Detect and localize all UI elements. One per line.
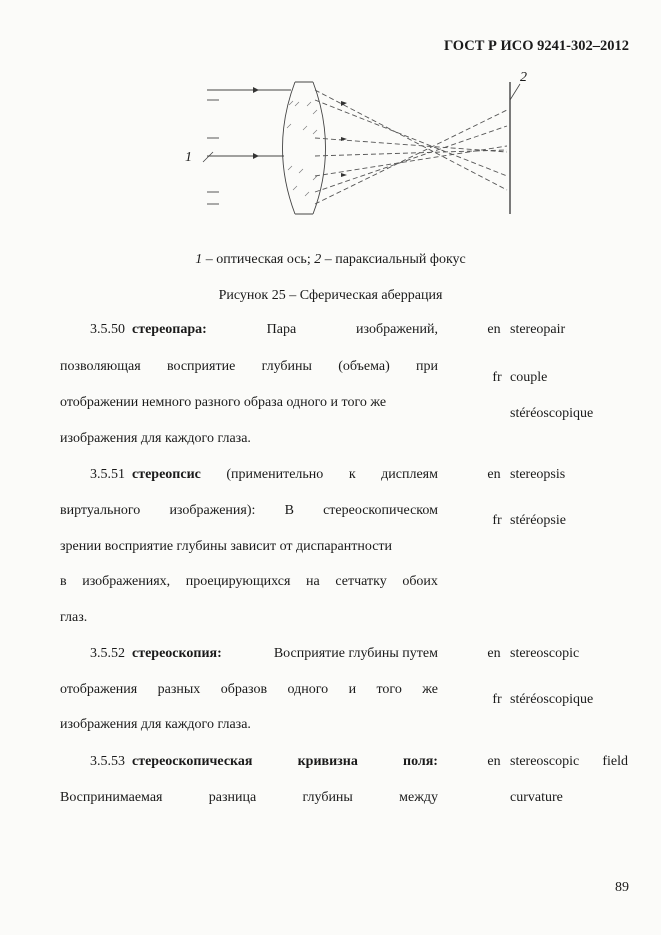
word: позволяющая — [60, 359, 141, 374]
word: сетчатку — [335, 574, 387, 589]
word: Пара — [266, 322, 297, 337]
entry-term: стереоскопия: — [132, 646, 222, 661]
word: изображений, — [356, 322, 438, 337]
lang-fr: fr — [492, 692, 502, 707]
word: field — [602, 754, 628, 769]
term-en: stereopair — [510, 322, 566, 337]
legend-text-2: – параксиальный фокус — [321, 252, 466, 267]
word: глубины — [261, 359, 312, 374]
lang-fr: fr — [492, 370, 502, 385]
word: изображениях, — [82, 574, 171, 589]
word: же — [422, 682, 438, 697]
entry-3-5-51-line4 — [60, 574, 438, 590]
entry-term: стереопара: — [132, 322, 207, 337]
entry-term: стереоскопическая — [132, 754, 253, 769]
word: и — [348, 682, 357, 697]
lang-en: en — [487, 646, 501, 661]
entry-3-5-50-line2 — [60, 359, 438, 375]
word: разных — [157, 682, 201, 697]
term-en: stereopsis — [510, 467, 566, 482]
entry-3-5-50-line4: изображения для каждого глаза. — [60, 431, 251, 446]
word: стереоскопическом — [323, 503, 438, 518]
lang-en: en — [487, 754, 501, 769]
word: одного — [287, 682, 329, 697]
entry-term: стереопсис — [132, 467, 201, 482]
lang-en: en — [487, 467, 501, 482]
word: В — [284, 503, 294, 518]
entry-3-5-52-line2 — [60, 682, 438, 698]
entry-3-5-50-line3: отображении немного разного образа одного и того же — [60, 395, 387, 410]
word: разница — [208, 790, 257, 805]
term-fr-line2: stéréoscopique — [510, 406, 594, 421]
entry-number: 3.5.51 — [90, 467, 125, 482]
legend-num-2: 2 — [314, 252, 322, 267]
legend-num-1: 1 — [195, 252, 203, 267]
word: обоих — [402, 574, 438, 589]
entry-term-word: кривизна — [297, 754, 358, 769]
figure-label-1: 1 — [185, 150, 192, 165]
term-en-line1 — [510, 754, 628, 770]
figure-caption: Рисунок 25 – Сферическая аберрация — [218, 288, 443, 303]
word: между — [399, 790, 438, 805]
word: дисплеям — [381, 467, 438, 482]
word: stereoscopic — [510, 754, 580, 769]
word: проецирующихся — [185, 574, 291, 589]
lang-en: en — [487, 322, 501, 337]
figure-label-2: 2 — [520, 70, 527, 85]
term-en: stereoscopic — [510, 646, 580, 661]
word: (объема) — [338, 359, 390, 374]
entry-3-5-51-line2 — [60, 503, 438, 519]
page-number: 89 — [615, 880, 629, 895]
word: того — [376, 682, 402, 697]
entry-3-5-52-line1 — [90, 646, 438, 662]
document-header: ГОСТ Р ИСО 9241-302–2012 — [443, 38, 629, 54]
word: отображения — [60, 682, 138, 697]
line1-rest: Восприятие глубины путем — [273, 646, 438, 661]
word: Воспринимаемая — [60, 790, 163, 805]
term-en-line2: curvature — [510, 790, 563, 805]
word: на — [306, 574, 320, 589]
word: в — [60, 574, 67, 589]
word: восприятие — [166, 359, 236, 374]
entry-3-5-52-line3: изображения для каждого глаза. — [60, 717, 251, 732]
word: образов — [220, 682, 268, 697]
entry-3-5-51-line1 — [90, 467, 438, 483]
entry-3-5-51-line3: зрении восприятие глубины зависит от диспарантности — [60, 539, 393, 554]
entry-3-5-50-line1 — [90, 322, 438, 338]
term-fr-line1: couple — [510, 370, 548, 385]
legend-text-1: – оптическая ось; — [202, 252, 315, 267]
entry-3-5-53-line1 — [90, 754, 438, 770]
entry-term-word: поля: — [403, 754, 438, 769]
entry-number: 3.5.53 — [90, 754, 125, 769]
lens-diagram — [195, 70, 535, 220]
lang-fr: fr — [492, 513, 502, 528]
entry-number: 3.5.50 — [90, 322, 125, 337]
term-fr: stéréoscopique — [510, 692, 594, 707]
figure-legend — [0, 252, 661, 268]
word: (применительно — [226, 467, 324, 482]
word: изображения): — [169, 503, 256, 518]
entry-3-5-53-line2 — [60, 790, 438, 806]
entry-number: 3.5.52 — [90, 646, 125, 661]
word: виртуального — [60, 503, 141, 518]
term-fr: stéréopsie — [510, 513, 566, 528]
word: к — [348, 467, 356, 482]
entry-3-5-51-line5: глаз. — [60, 610, 88, 625]
lens-left-surface — [283, 82, 296, 214]
spherical-aberration-figure — [185, 70, 535, 225]
word: при — [416, 359, 438, 374]
word: глубины — [302, 790, 353, 805]
